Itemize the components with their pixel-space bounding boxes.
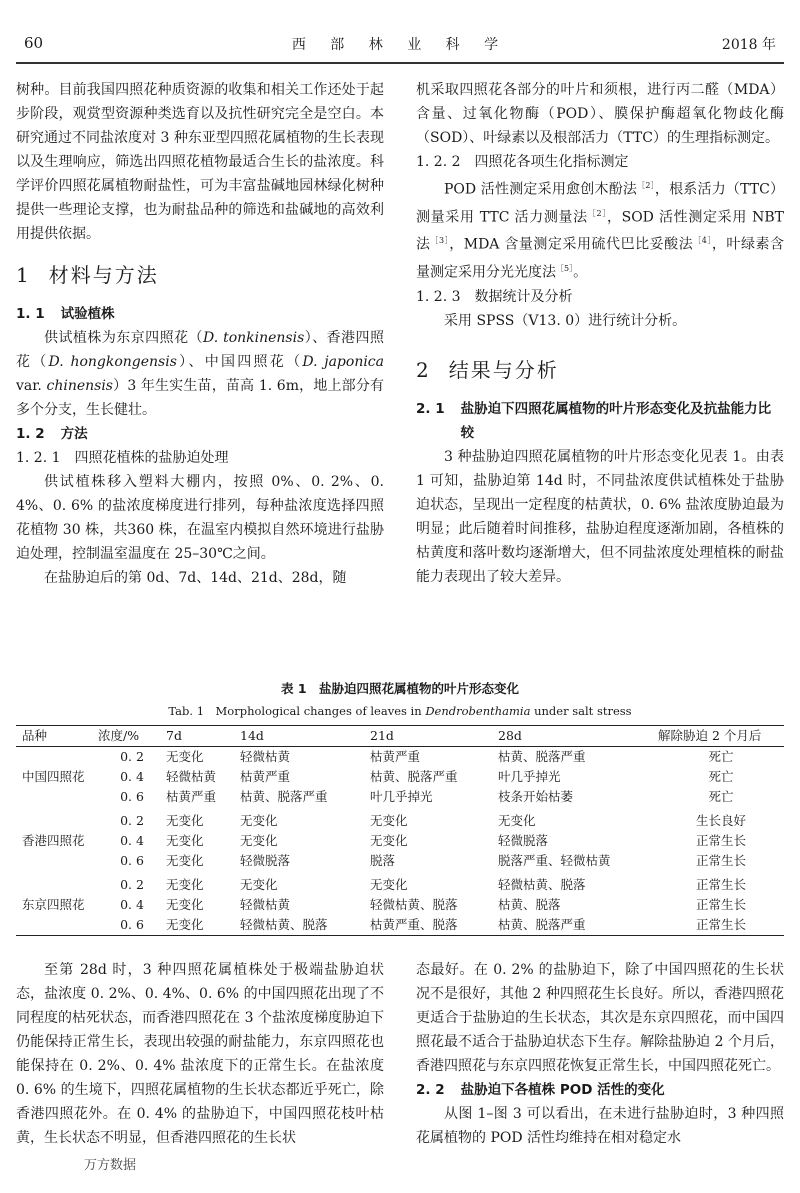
table-cell xyxy=(16,787,98,807)
section-1-1-heading xyxy=(16,302,384,326)
column-header: 品种 xyxy=(16,726,98,747)
table-cell: 枯黄、脱落严重 xyxy=(370,769,458,784)
table-cell: 0. 4 xyxy=(120,769,144,784)
table-cell xyxy=(16,807,98,831)
table-cell: 枯黄严重 xyxy=(370,749,421,764)
table-row xyxy=(16,747,784,768)
table-caption-en: Tab. 1 Morphological changes of leaves in Dendrobenthamia under salt stress xyxy=(168,704,632,718)
table-cell: 轻微脱落 xyxy=(498,833,549,848)
table-cell: 正常生长 xyxy=(695,897,746,912)
sampling-paragraph: 在盐胁迫后的第 0d、7d、14d、21d、28d，随 xyxy=(44,570,347,586)
discussion-paragraph: 至第 28d 时，3 种四照花属植株处于极端盐胁迫状态，盐浓度 0. 2%、0. 4%、0. 6% 的中国四照花出现了不同程度的枯死状态，而香港四照花在 3 个盐浓度梯度胁迫下仍能保持正常生长，表现出较强的耐盐能力，东京四照花也能保持在 0. 2%、0. 4% 盐浓度下的正常生长。在盐浓度 0. 6% 的生境下，四照花属植物的生长状态都近乎死亡，除香港四照花外。在 0. 4% 的盐胁迫下，中国四照花枝叶枯黄，生长状态不明显，但香港四照花的生长状 xyxy=(16,962,384,1146)
column-header: 浓度/% xyxy=(98,726,166,747)
table-cell: 无变化 xyxy=(240,813,278,828)
table-cell: 无变化 xyxy=(370,833,408,848)
left-column-top xyxy=(16,78,384,590)
table-cell: 叶几乎掉光 xyxy=(370,789,433,804)
watermark: 万方数据 xyxy=(84,1158,137,1173)
table-cell: 0. 6 xyxy=(120,917,144,932)
table-cell: 无变化 xyxy=(240,833,278,848)
table-cell: 轻微脱落 xyxy=(240,853,291,868)
table-row xyxy=(16,807,784,831)
table-cell: 无变化 xyxy=(370,813,408,828)
citation: ［2］ xyxy=(637,181,655,190)
citation: ［2］ xyxy=(587,208,607,218)
table-cell: 正常生长 xyxy=(695,833,746,848)
section-number: 1. 2. 1 xyxy=(16,450,61,466)
table-cell: 无变化 xyxy=(240,877,278,892)
species-name: D. hongkongensis xyxy=(48,354,177,370)
table-cell: 0. 6 xyxy=(120,789,144,804)
section-1-2-2-heading xyxy=(416,150,784,174)
column-header: 28d xyxy=(498,726,658,747)
table-cell: 死亡 xyxy=(708,769,734,784)
table-cell: 叶几乎掉光 xyxy=(498,769,561,784)
results-paragraph: 3 种盐胁迫四照花属植物的叶片形态变化见表 1。由表 1 可知，盐胁迫第 14d 时，不同盐浓度供试植株处于盐胁迫状态，呈现出一定程度的枯黄状，0. 6% 盐浓度胁迫最为明显；此后随着时间推移，盐胁迫程度逐渐加剧，各植株的枯黄度和落叶数均逐渐增大，但不同盐浓度处理植株的耐盐能力表现出了较大差异。 xyxy=(416,448,784,585)
citation: ［4］ xyxy=(693,236,712,246)
table-cell: 无变化 xyxy=(370,877,408,892)
table-row xyxy=(16,915,784,936)
measurement-paragraph: 机采取四照花各部分的叶片和须根，进行丙二醛（MDA）含量、过氧化物酶（POD）、膜保护酶超氧化物歧化酶（SOD）、叶绿素以及根部活力（TTC）的生理指标测定。 xyxy=(416,82,784,146)
section-2-1-heading xyxy=(416,397,784,445)
table-cell: 轻微枯黄、脱落 xyxy=(240,917,328,932)
table-cell: 无变化 xyxy=(166,813,204,828)
table-cell: 无变化 xyxy=(166,749,204,764)
running-header xyxy=(24,34,776,56)
table-row xyxy=(16,767,784,787)
left-column-bottom xyxy=(16,958,384,1150)
table-row xyxy=(16,871,784,895)
section-title: 数据统计及分析 xyxy=(474,288,573,305)
species-name: D. japonica xyxy=(302,354,384,370)
intro-paragraph: 树种。目前我国四照花种质资源的收集和相关工作还处于起步阶段，观赏型资源种类选育以及抗性研究完全是空白。本研究通过不同盐浓度对 3 种东亚型四照花属植物的生长表现以及生理响应，筛选出四照花植物最适合生长的盐浓度。科学评价四照花属植物耐盐性，可为丰富盐碱地园林绿化树种提供一些理论支撑，也为耐盐品种的筛选和盐碱地的高效利用提供依据。 xyxy=(16,82,384,242)
table-cell: 轻微枯黄 xyxy=(166,769,217,784)
discussion-paragraph-cont: 态最好。在 0. 2% 的盐胁迫下，除了中国四照花的生长状况不是很好，其他 2 种四照花生长良好。所以，香港四照花更适合于盐胁迫的生长状态，其次是东京四照花，而中国四照花最不适合于盐胁迫状态下生存。解除盐胁迫 2 个月后，香港四照花与东京四照花恢复正常生长，中国四照花死亡。 xyxy=(416,962,784,1074)
table-cell: 轻微枯黄、脱落 xyxy=(498,877,586,892)
table-cell: 枯黄、脱落严重 xyxy=(498,917,586,932)
page-number: 60 xyxy=(24,34,44,52)
table-cell: 0. 2 xyxy=(120,813,144,828)
column-header: 21d xyxy=(370,726,498,747)
section-title: 四照花植株的盐胁迫处理 xyxy=(74,450,229,466)
journal-name: 西 部 林 业 科 学 xyxy=(291,37,509,53)
table-cell: 枯黄严重 xyxy=(240,769,291,784)
section-number: 1. 2. 2 xyxy=(416,154,461,170)
section-title: 结果与分析 xyxy=(448,357,559,382)
table-cell: 枯黄、脱落严重 xyxy=(498,749,586,764)
citation: ［5］ xyxy=(556,263,574,273)
pod-paragraph: 从图 1–图 3 可以看出，在未进行盐胁迫时，3 种四照花属植物的 POD 活性均维持在相对稳定水 xyxy=(416,1106,784,1146)
table-header-row xyxy=(16,726,784,747)
table-cell xyxy=(16,871,98,895)
plant-material-paragraph: 供试植株为东京四照花（D. tonkinensis）、香港四照花（D. hongkongensis）、中国四照花（D. japonica var. chinensis）3 年生实生苗，苗高 1. 6m，地上部分有多个分支，生长健壮。 xyxy=(16,330,385,418)
table-cell: 死亡 xyxy=(708,749,734,764)
section-number: 2. 1 xyxy=(416,400,445,417)
section-1-2-heading xyxy=(16,422,384,446)
species-name: chinensis xyxy=(46,378,113,394)
section-title: 材料与方法 xyxy=(48,263,159,287)
table-cell: 0. 2 xyxy=(120,749,144,764)
species-name: D. tonkinensis xyxy=(203,330,305,346)
table-cell: 脱落严重、轻微枯黄 xyxy=(498,853,611,868)
section-number: 1 xyxy=(16,263,31,287)
section-1-2-1-heading xyxy=(16,446,384,470)
table-cell: 0. 4 xyxy=(120,833,144,848)
table-cell: 枯黄、脱落 xyxy=(498,897,561,912)
assay-methods-paragraph: POD 活性测定采用愈创木酚法$^{[2]}$，根系活力（TTC）测量采用 TTC 活力测量法$^{[2]}$，SOD 活性测定采用 NBT 法$^{[3]}$，MDA 含量测定采用硫代巴比妥酸法$^{[4]}$，叶绿素含量测定采用分光光度法$^{[5]}$。 xyxy=(416,181,785,281)
statistics-paragraph: 采用 SPSS（V13. 0）进行统计分析。 xyxy=(444,312,687,329)
table-cell: 0. 2 xyxy=(120,877,144,892)
table-cell: 枯黄严重 xyxy=(166,789,217,804)
table-cell: 无变化 xyxy=(166,897,204,912)
section-1-2-3-heading xyxy=(416,285,784,309)
journal-year: 2018 年 xyxy=(721,37,776,53)
right-column-bottom xyxy=(416,958,784,1150)
table-cell xyxy=(16,915,98,936)
table-cell: 死亡 xyxy=(708,789,734,804)
table-cell: 无变化 xyxy=(166,833,204,848)
column-header: 解除胁迫 2 个月后 xyxy=(658,726,784,747)
section-number: 2 xyxy=(416,357,431,382)
section-title: 四照花各项生化指标测定 xyxy=(474,154,629,170)
column-header: 7d xyxy=(166,726,240,747)
section-number: 1. 2. 3 xyxy=(416,288,461,305)
table-cell: 无变化 xyxy=(166,917,204,932)
table-cell: 正常生长 xyxy=(695,917,746,932)
table-cell: 0. 4 xyxy=(120,897,144,912)
section-1-heading xyxy=(16,260,384,290)
method-paragraph: 供试植株移入塑料大棚内，按照 0%、0. 2%、0. 4%、0. 6% 的盐浓度梯度进行排列，每种盐浓度选择四照花植物 30 株，共360 株，在温室内模拟自然环境进行盐胁迫处理，控制温室温度在 25–30℃之间。 xyxy=(16,474,384,562)
table-row xyxy=(16,895,784,915)
right-column-top xyxy=(416,78,784,589)
table-cell: 香港四照花 xyxy=(22,833,85,848)
table-cell: 无变化 xyxy=(498,813,536,828)
table-caption-cn: 表 1 盐胁迫四照花属植物的叶片形态变化 xyxy=(280,681,520,696)
section-number: 1. 1 xyxy=(16,306,45,322)
section-2-heading xyxy=(416,355,784,385)
section-title: 方法 xyxy=(60,426,88,442)
section-title: 盐胁迫下各植株 POD 活性的变化 xyxy=(460,1082,665,1098)
table-row xyxy=(16,831,784,851)
table-cell: 枯黄严重、脱落 xyxy=(370,917,458,932)
table-cell: 轻微枯黄 xyxy=(240,897,291,912)
genus-name: Dendrobenthamia xyxy=(425,704,531,718)
section-2-2-heading xyxy=(416,1078,784,1102)
table-cell: 0. 6 xyxy=(120,853,144,868)
table-row xyxy=(16,851,784,871)
section-number: 1. 2 xyxy=(16,426,45,442)
table-cell: 枯黄、脱落严重 xyxy=(240,789,328,804)
table-cell: 无变化 xyxy=(166,853,204,868)
table-cell: 生长良好 xyxy=(695,813,746,828)
table-cell: 中国四照花 xyxy=(22,769,85,784)
table-cell: 无变化 xyxy=(166,877,204,892)
section-title: 试验植株 xyxy=(60,306,115,322)
table-cell: 东京四照花 xyxy=(22,897,85,912)
section-title: 盐胁迫下四照花属植物的叶片形态变化及抗盐能力比较 xyxy=(460,400,772,441)
column-header: 14d xyxy=(240,726,370,747)
table-cell: 轻微枯黄 xyxy=(240,749,291,764)
table-cell: 轻微枯黄、脱落 xyxy=(370,897,458,912)
header-rule xyxy=(16,62,784,64)
section-number: 2. 2 xyxy=(416,1082,445,1098)
table-cell: 枝条开始枯萎 xyxy=(498,789,574,804)
table-cell: 正常生长 xyxy=(695,853,746,868)
leaf-morphology-table xyxy=(16,725,784,936)
table-row xyxy=(16,787,784,807)
table-cell xyxy=(16,851,98,871)
table-cell: 脱落 xyxy=(370,853,396,868)
table-cell: 正常生长 xyxy=(695,877,746,892)
citation: ［3］ xyxy=(430,236,450,246)
table-cell xyxy=(16,747,98,768)
